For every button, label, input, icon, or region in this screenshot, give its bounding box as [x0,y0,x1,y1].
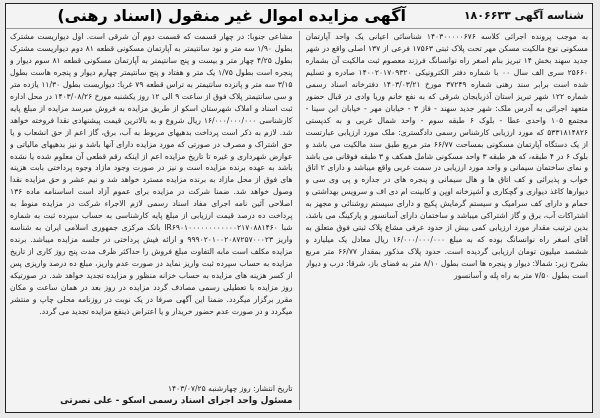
signature-line: مسئول واحد اجرای اسناد رسمی اسکو - علی نصرتی [60,396,293,406]
notice-title: آگهی مزایده اموال غیر منقول (اسناد رهنی) [57,6,406,25]
notice-id: شناسه آگهی ۱۸۰۶۶۳۳ [463,9,584,22]
publish-date: تاریخ انتشار: روز چهارشنبه ۱۴۰۳/۰۷/۲۵ [167,384,293,393]
notice-columns [10,31,588,410]
notice-header [6,4,592,29]
column-divider [299,31,300,410]
left-column [10,31,293,410]
left-column-text: مشاعی جنوبا: در چهار قسمت که قسمت دوم آن شرقی است. اول دیواریست مشترک بطول ۱/۹۰ سه متر و نود سانتیمتر به آپارتمان مسکونی قطعه ۸۱ دوم دیواریست مشترک بطول ۴/۲۵ چهار متر و بیست و پنج سانتیمتر به آپارتمان مسکونی قطعه ۸۱ سوم دیوار و پنجره است بطول ۱/۷۵ یک متر و هفتاد و پنج سانتیمتر چهارم دیوار و پنجره هاست بطول ۳/۱۵ سه متر و پانزده سانتیمتر به تراس قطعه ۷۹ غربا: دیواریست بطول ۱۱/۳۰ یازده متر و سی سانتیمتر پلاک فوق از ساعت ۹ الی ۱۲ روز یکشنبه مورخ ۱۴۰۳/۰۸/۲۶ در محل اداره ثبت اسناد و املاک شهرستان اسکو از طریق مزایده به فروش میرسد مزایده از مبلغ پایه کارشناسی ۱۶/۰۰۰/۰۰۰/۰۰۰ ریال شروع و به بالاترین قیمت پیشنهادی نقدا فروخته خواهد شد. لازم به ذکر است پرداخت بدهیهای مربوط به آب، برق، گاز اعم از حق انشعاب و یا حق اشتراک و مصرف در صورتی که مورد مزایده دارای آنها باشد و نیز بدهیهای مالیاتی و عوارض شهرداری و غیره تا تاریخ مزایده اعم از اینکه رقم قطعی آن معلوم شده یا نشده باشد به عهده برنده مزایده است و نیز در صورت وجود مازاد وجوه پرداختی بابت هزینه های فوق از محل مازاد به برنده مزایده مسترد خواهد شد و نیم عشر و حق مزایده نقدا وصول خواهد شد. ضمنا شرکت در مزایده برای عموم آزاد است اساسنامه ماده ۱۳۶ اصلاحی آئین نامه اجرای مفاد اسناد رسمی لازم الاجراء شرکت در مزایده منوط به پرداخت ده درصد قیمت ارزیابی از مبلغ پایه کارشناسی به حساب سپرده ثبت به شماره شبا IR۶۹۰۱۰۰۰۰۰۰۰۰۰۰۰۰۲۱۷۰۸۸۱۴۶۰ بانک مرکزی جمهوری اسلامی ایران به شناسه واریز ۹۹۹۰۲۰۱۰۰۲۰۸۷۲۵۷۰۰۰۲۳ و ارائه فیش پرداختی در جلسه مزایده میباشد. برنده مزایده مکلف است مابه التفاوت مبلغ فروش را حداکثر ظرف مدت پنج روز کاری از تاریخ مزایده به حساب سپرده ثبت واریز نماید در صورت عدم واریز، مبلغ ده درصد واریزی پس از کسر هزینه های مزایده به حساب خزانه منظور و مزایده تجدید خواهد شد. در صورتیکه روز مزایده با تعطیلی رسمی مصادف گردد مزایده در روز بعد در همان ساعت و مکان مقرر برگزار میگردد. ضمنا این آگهی صرفا در یک نوبت در روزنامه محلی چاپ و منتشر میگردد و در صورت عدم حضور خریدار و یا اعتراض ذینفع مزایده تجدید می گردد. [10,32,293,316]
right-column-text: به موجب پرونده اجرائی کلاسه ۱۴۰۳۰۰۰۰۰۶۷۶ شناسائی اعیانی یک واحد آپارتمان مسکونی نوع مالکیت مسکن مهر تحت پلاک ثبتی ۱۷۵۶۳ فرعی از ۱۳۷ اصلی واقع در شهر جدید سهند بخش ۱۴ تبریز بنام اصغر راه نوانسانگ فرزند معصوم ثبت مالکیت آن بشماره ۲۵۶۶۰ سری الف سال ۰۰ با شماره دفتر الکترونیکی ۱۴۰۰۲۰۱۷۰۹۳۲۰ صادره و تسلیم شده است برابر سند رهنی شماره ۳۷۲۴۹ مورخ ۱۴۰۳/۰۳/۲۱ دفترخانه اسناد رسمی شماره ۱۲۲ شهر تبریز استان آذربایجان شرقی که به نفع خانم وریا وادی در قبال حضور متعهد اجرائی به آدرس ملک: شهر جدید سهند - فاز ۳ - خیابان مهر - خیابان ابن سینا - مجتمع ۱۰۵ واحدی عطا - بلوک ۶ طبقه سوم - واحد شمال غربی و به کدپستی ۵۳۳۱۸۱۴۸۲۶ که مورد ارزیابی کارشناس رسمی دادگستری: ملک مورد ارزیابی عبارتست از یک دستگاه آپارتمان مسکونی بمساحت ۶۶/۷۷ متر مربع طبق سند مالکیت می باشد و بلوک ۶ در ۴ طبقه، که هر طبقه ۳ واحد مسکونی شامل همکف و ۳ طبقه فوقانی می باشد و نمای ساختمان سیمانی و واحد مورد ارزیابی در سمت غربی واقع میباشد و دارای ۲ اتاق خواب و پذیرائی و کف اتاق ها و هال سیمانی و پنجره های در جداره و پی وی سی و دیوارها کاغذ دیواری و گچکاری و آشپزخانه اوپن و کابینت ام دی اف و سرویس بهداشتی و حمام و دارای کف سرامیک و سیستم گرمایش پکیج و دارای سیستم روشنائی و مجهز به اشتراکات آب، برق و گاز اشتراکی میباشد و ساختمان دارای آسانسور و پارکینگ می باشد، بدین ترتیب مقدار مورد ارزیابی کمی بیش از حدود عرفی مشاع پلاک ثبتی فوق متعلق به آقای اصغر راه نوانسانگ بوده که به مبلغ ۱۶/۰۰۰/۰۰۰/۰۰۰ ریال معادل یک میلیارد و ششصد میلیون تومان ارزیابی گردیده است. حدود پلاک مذکور بمقدار ۶۶/۷۷ متر مربع بشرح زیر: شمالا: دیوار و پنجره ها است بطول ۸/۱۰ متر به فضای باز، شرقا: درب و دیوار است بطول ۷/۵۰ متر به راه پله و آسانسور [305,32,588,281]
auction-notice [5,3,593,413]
